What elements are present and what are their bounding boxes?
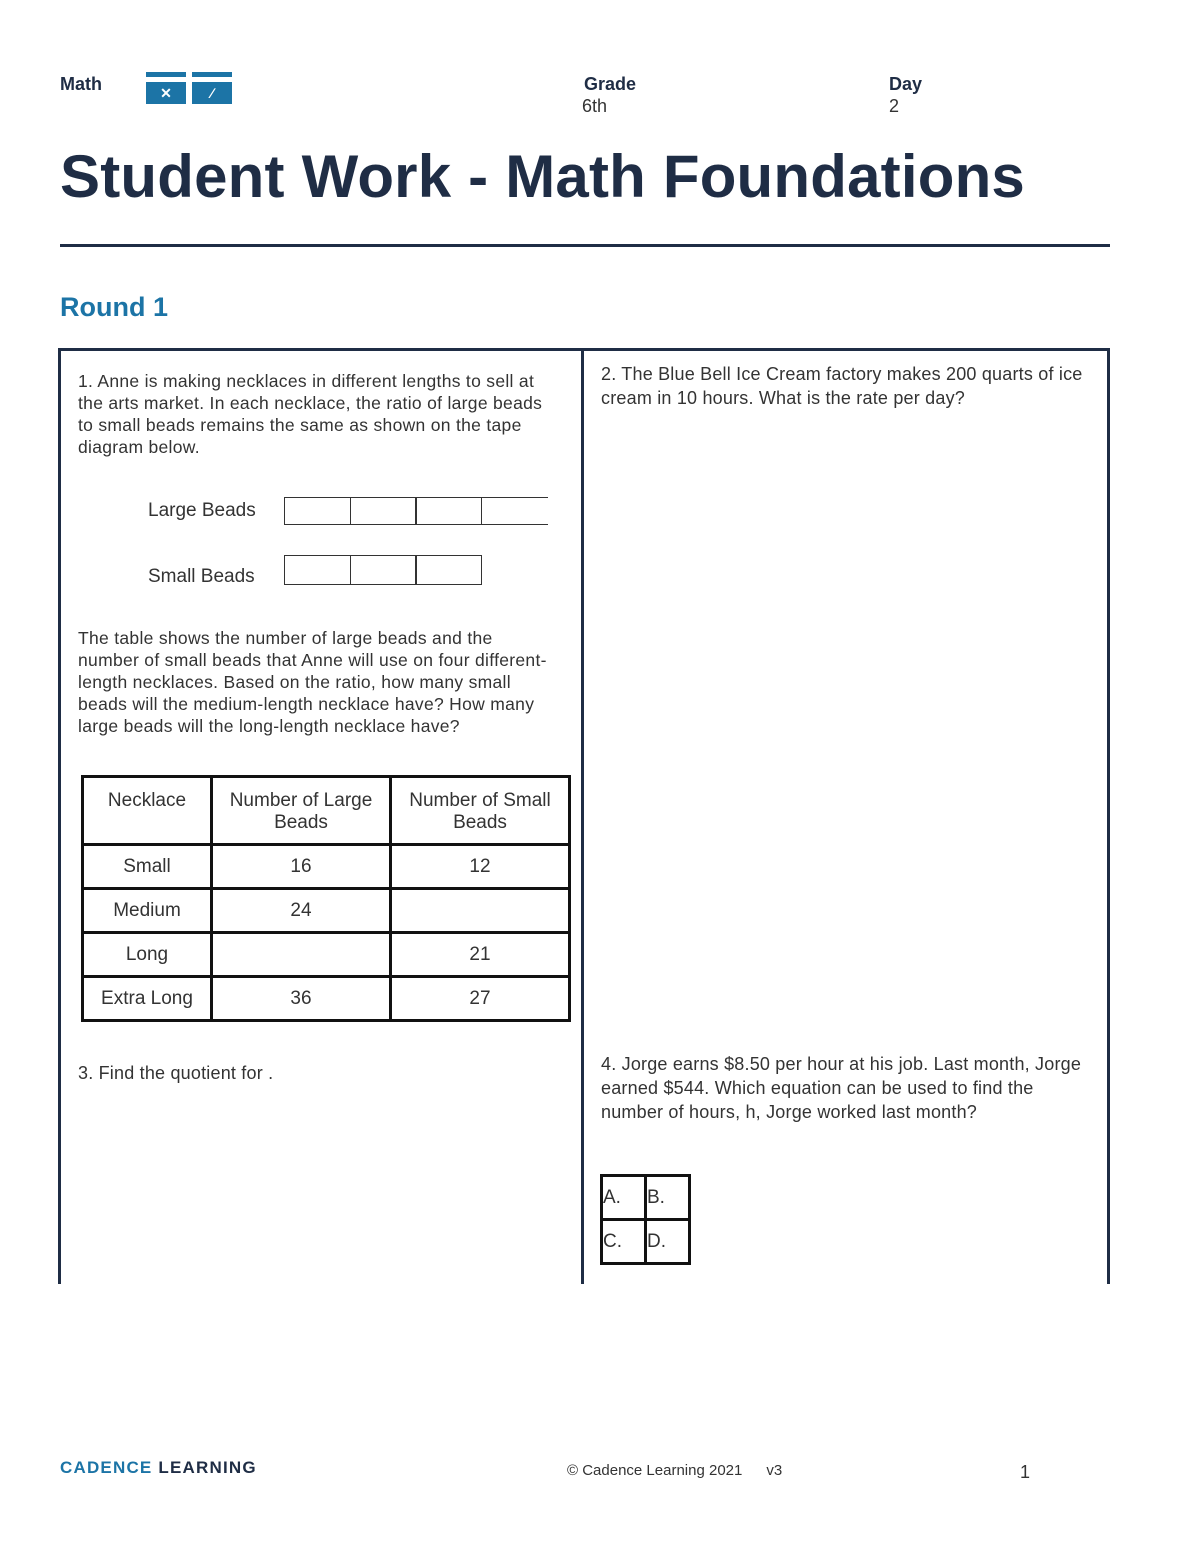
question-2-prompt: 2. The Blue Bell Ice Cream factory makes 200 quarts of ice cream in 10 hours. What is the rate per day? [601,364,1083,408]
table-cell: 27 [391,977,570,1021]
cadence-learning-logo: CADENCE LEARNING [60,1458,257,1477]
table-cell: Small [83,845,212,889]
table-cell: Medium [83,889,212,933]
choice-d[interactable]: D. [646,1220,690,1264]
page-number: 1 [1020,1462,1031,1482]
question-4-prompt: 4. Jorge earns $8.50 per hour at his job. Last month, Jorge earned $544. Which equation can be used to find the number of hours, h, Jorge worked last month? [601,1054,1082,1122]
page-title: Student Work - Math Foundations [60,143,1025,210]
question-3-prompt: 3. Find the quotient for . [78,1063,274,1083]
tape-unit [481,497,548,525]
tape-unit [350,497,417,525]
column-header: Necklace [83,777,212,845]
math-operations-logo [146,72,232,104]
tape-diagram-large [284,497,546,525]
grid-column-divider [581,350,584,1284]
subject-label: Math [60,74,102,94]
grade-label: Grade [584,74,637,94]
round-heading: Round 1 [60,292,168,322]
footer-copyright: © Cadence Learning 2021 v3 [567,1462,783,1479]
day-label: Day [889,74,923,94]
plus-minus-icon [146,72,186,77]
question-1-prompt: 1. Anne is making necklaces in different lengths to sell at the arts market. In each necklace, the ratio of large beads to small beads remains the same as shown on the tape diagram below. [78,371,543,457]
table-row [83,889,570,933]
necklace-table [81,775,571,1022]
times-icon: ✕ [146,82,186,104]
table-cell [212,933,391,977]
table-cell: 24 [212,889,391,933]
choice-b[interactable]: B. [646,1176,690,1220]
table-cell [391,889,570,933]
tape-small-label: Small Beads [148,566,255,587]
tape-unit [284,555,351,585]
table-cell: 12 [391,845,570,889]
table-cell: 36 [212,977,391,1021]
tape-unit [415,555,482,585]
table-cell: Extra Long [83,977,212,1021]
tape-unit [415,497,482,525]
choice-c[interactable]: C. [602,1220,646,1264]
tape-diagram-small [284,555,481,585]
table-cell: 21 [391,933,570,977]
table-row [83,977,570,1021]
title-divider [60,244,1110,247]
table-header-row [83,777,570,845]
tape-unit [350,555,417,585]
tape-large-label: Large Beads [148,500,256,521]
column-header: Number of Large Beads [212,777,391,845]
table-cell: 16 [212,845,391,889]
divide-icon: ∕ [192,82,232,104]
table-row [83,933,570,977]
question-1-followup: The table shows the number of large beads and the number of small beads that Anne will use on four different- length necklaces. Based on the ratio, how many small beads will the medium-length necklace have? How many large beads will the long-length necklace have? [78,628,547,736]
day-value: 2 [889,96,900,116]
tape-unit [284,497,351,525]
column-header: Number of Small Beads [391,777,570,845]
choice-a[interactable]: A. [602,1176,646,1220]
grade-value: 6th [582,96,608,116]
table-cell: Long [83,933,212,977]
table-row [83,845,570,889]
version-label: v3 [766,1462,783,1479]
answer-choices [600,1174,691,1265]
